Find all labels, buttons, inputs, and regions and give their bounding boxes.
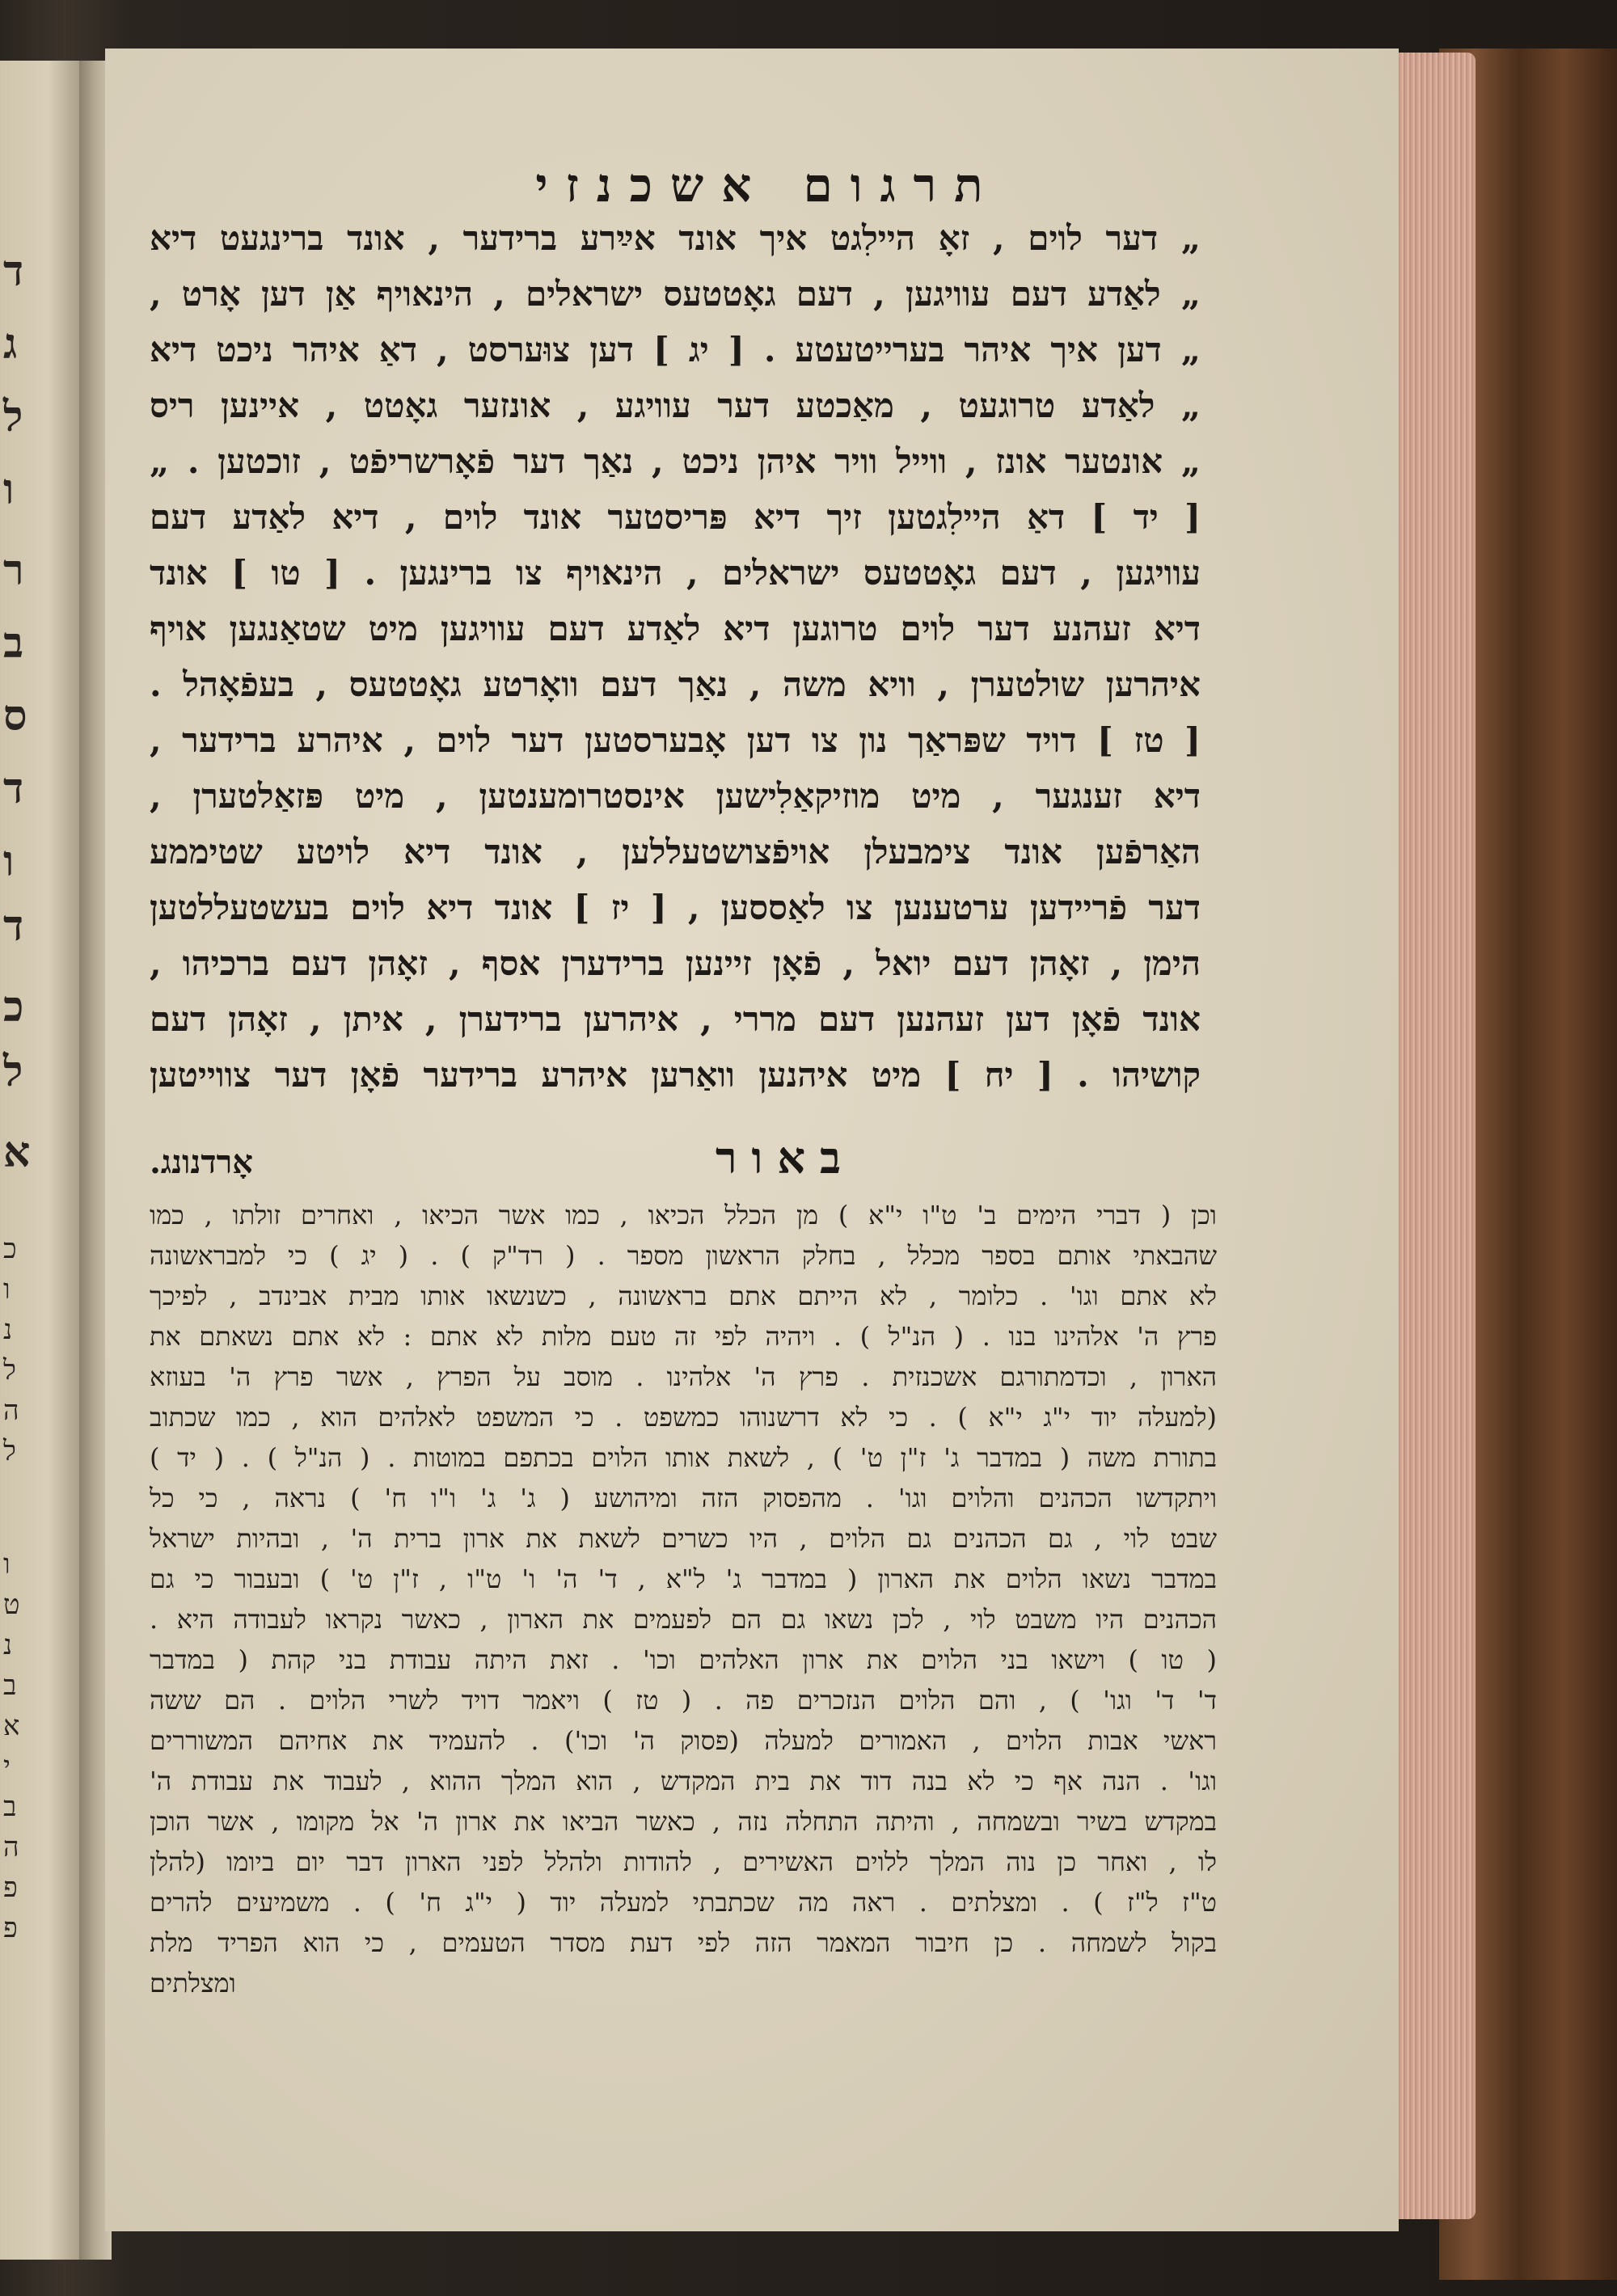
translation-line: איהרען שולטערן , וויא משה , נאַך דעם וואָרטע גאָטטעס , בעפֿאָהל . <box>150 665 1201 704</box>
commentary-line: (למעלה יוד י"ג י"א ) . כי לא דרשנוהו כמשפט . כי המשפט לאלהים הוא , כמו שכתוב <box>150 1402 1217 1433</box>
commentary-line: וכן ( דברי הימים ב' ט"ו י"א ) מן הכלל הכיאו , כמו אשר הכיאו , ואחרים זולתו , כמו <box>150 1200 1217 1230</box>
translation-line: „ לאַדע דעם עוויגען , דעם גאָטטעס ישראלים , הינאויף אַן דען אָרט , <box>150 274 1201 314</box>
left-page-glyph: ו <box>3 1273 11 1306</box>
page-title: תרגום אשכנזי <box>535 158 1001 213</box>
commentary-line: הכהנים היו משבט לוי , לכן נשאו גם הם לפעמים את הארון , כאשר נקראו לעבודה היא . <box>150 1604 1217 1635</box>
biur-heading-row <box>150 1132 1201 1188</box>
commentary-catchword: ומצלתים <box>150 1968 236 1998</box>
left-page-glyph: ל <box>3 1435 16 1467</box>
left-page-glyph: נ <box>3 1314 13 1346</box>
left-page-glyph: פ <box>3 1872 18 1904</box>
left-page-glyph: ו <box>3 465 15 514</box>
commentary-line: לא אתם וגו' . כלומר , לא הייתם אתם בראשונה , כשנשאו אותו מבית אבינדב , לפיכך <box>150 1281 1217 1311</box>
commentary-line: ( טו ) וישאו בני הלוים את ארון האלהים וכו' . זאת היתה עבודת בני קהת ( במדבר <box>150 1644 1217 1675</box>
left-page-fragment <box>0 61 81 2260</box>
left-page-glyph: ב <box>3 1669 17 1702</box>
left-page-glyph: ה <box>3 1395 19 1427</box>
commentary-line: ויתקדשו הכהנים והלוים וגו' . מהפסוק הזה ומיהושע ( ג' ג' ו"ו ח' ) נראה , כי כל <box>150 1483 1217 1513</box>
commentary-line: וגו' . הנה אף כי לא בנה דוד את בית המקדש , הוא המלך ההוא , לעבוד את עבודת ה' <box>150 1766 1217 1796</box>
left-page-glyph: א <box>3 1710 20 1742</box>
translation-line: הימן , זאָהן דעם יואל , פֿאָן זיינען ברידערן אסף , זאָהן דעם ברכיהו , <box>150 943 1201 983</box>
catchword: אָרדנונג. <box>150 1143 253 1181</box>
translation-line: קושיהו . [ יח ] מיט איהנען וואַרען איהרע ברידער פֿאָן דער צווייטען <box>150 1055 1201 1095</box>
commentary-line: ט"ז ל"ז ) . ומצלתים . ראה מה שכתבתי למעלה יוד ( י"ג ח' ) . משמיעים להרים <box>150 1887 1217 1918</box>
translation-line: „ דער לוים , זאָ היילִגט איך אונד אײַרע ברידער , אונד ברינגעט דיא <box>150 218 1201 258</box>
translation-line: אונד פֿאָן דען זעהנען דעם מררי , איהרען ברידערן , איתן , זאָהן דעם <box>150 999 1201 1039</box>
translation-line: דיא זענגער , מיט מוזיקאַלִישען אינסטרומענטען , מיט פּזאַלטערן , <box>150 776 1201 816</box>
left-page-glyph: ד <box>3 764 24 813</box>
left-page-glyph: ד <box>3 901 24 951</box>
translation-line: [ טז ] דויד שפּראַך נון צו דען אָבערסטען דער לוים , איהרע ברידער , <box>150 720 1201 760</box>
commentary-line: שבט לוי , גם הכהנים גם הלוים , היו כשרים לשאת את ארון ברית ה' , ובהיות ישראל <box>150 1523 1217 1554</box>
commentary-line: במדבר נשאו הלוים את הארון ( במדבר ג' ל"א , ד' ה' ו' ט"ו , ז"ן ט' ) ובעבור כי גם <box>150 1564 1217 1594</box>
left-page-glyph: ד <box>3 247 24 296</box>
left-page-glyph: ל <box>3 1354 16 1386</box>
left-page-glyph: י <box>3 1750 11 1783</box>
translation-line: דער פֿריידען ערטענען צו לאַססען , [ יז ] אונד דיא לוים בעשטעללטען <box>150 888 1201 927</box>
left-page-glyph: א <box>3 1128 31 1177</box>
translation-line: „ לאַדע טרוגעט , מאַכטע דער עוויגע , אונזער גאָטט , איינען ריס <box>150 386 1201 425</box>
translation-line: „ אונטער אונז , ווייל וויר איהן ניכט , נאַך דער פֿאָרשריפֿט , זוכטען . „ <box>150 441 1201 481</box>
left-page-glyph: ב <box>3 1791 17 1823</box>
left-page-glyph: ס <box>3 691 27 741</box>
commentary-line: פרץ ה' אלהינו בנו . ( הנ"ל ) . ויהיה לפי זה טעם מלות לא אתם : לא אתם נשאתם את <box>150 1321 1217 1352</box>
commentary-line: בתורת משה ( במדבר ג' ז"ן ט' ) , לשאת אותו הלוים בכתפם במוטות . ( הנ"ל ) . ( יד ) <box>150 1442 1217 1473</box>
left-page-glyph: כ <box>3 982 24 1032</box>
left-page-glyph: ו <box>3 837 15 886</box>
left-page-glyph: ו <box>3 1548 11 1581</box>
left-page-glyph: כ <box>3 1233 17 1265</box>
commentary-line: בקול לשמחה . כן חיבור המאמר הזה לפי דעת מסדר הטעמים , כי הוא הפריד מלת <box>150 1927 1217 1958</box>
translation-line: [ יד ] דאַ היילִגטען זיך דיא פּריסטער אונד לוים , דיא לאַדע דעם <box>150 497 1201 537</box>
left-page-glyph: פ <box>3 1912 18 1944</box>
commentary-line: הארון , וכדמתורגם אשכנזית . פרץ ה' אלהינו . מוסב על הפרץ , אשר פרץ ה' בעוזא <box>150 1361 1217 1392</box>
translation-line: עוויגען , דעם גאָטטעס ישראלים , הינאויף צו ברינגען . [ טו ] אונד <box>150 553 1201 593</box>
left-page-glyph: ל <box>3 392 23 441</box>
left-page-glyph: ג <box>3 319 18 369</box>
left-page-glyph: ל <box>3 1047 23 1096</box>
left-page-glyph: ה <box>3 1831 19 1863</box>
page-edges <box>1395 53 1476 2219</box>
left-page-glyph: נ <box>3 1629 13 1661</box>
commentary-line: ראשי אבות הלוים , האמורים למעלה (פסוק ה' וכו') . להעמיד את אחיהם המשוררים <box>150 1725 1217 1756</box>
commentary-line: שהבאתי אותם בספר מכלל , בחלק הראשון מספר . ( רד"ק ) . ( יג ) כי למבראשונה <box>150 1240 1217 1271</box>
commentary-line: במקדש בשיר ובשמחה , והיתה התחלה נזה , כאשר הביאו את ארון ה' אל מקומו , אשר הוכן <box>150 1806 1217 1837</box>
biur-heading: באור <box>716 1132 856 1184</box>
translation-line: האַרפֿען אונד צימבעלן אויפֿצושטעללען , אונד דיא לויטע שטיממע <box>150 832 1201 872</box>
translation-line: דיא זעהנע דער לוים טרוגען דיא לאַדע דעם עוויגען מיט שטאַנגען אויף <box>150 609 1201 648</box>
left-page-glyph: ט <box>3 1589 20 1621</box>
commentary-line: ד' ד' וגו' ) , והם הלוים הנזכרים פה . ( טז ) ויאמר דויד לשרי הלוים . הם ששה <box>150 1685 1217 1716</box>
left-page-glyph: ב <box>3 618 24 668</box>
translation-line: „ דען איך איהר בערייטעטע . [ יג ] דען צוּערסט , דאַ איהר ניכט דיא <box>150 330 1201 369</box>
commentary-line: לו , ואחר כן נוה המלך ללוים האשירים , להודות ולהלל לפני הארון דבר יום ביומו (להלן <box>150 1847 1217 1877</box>
left-page-glyph: ר <box>3 546 24 595</box>
